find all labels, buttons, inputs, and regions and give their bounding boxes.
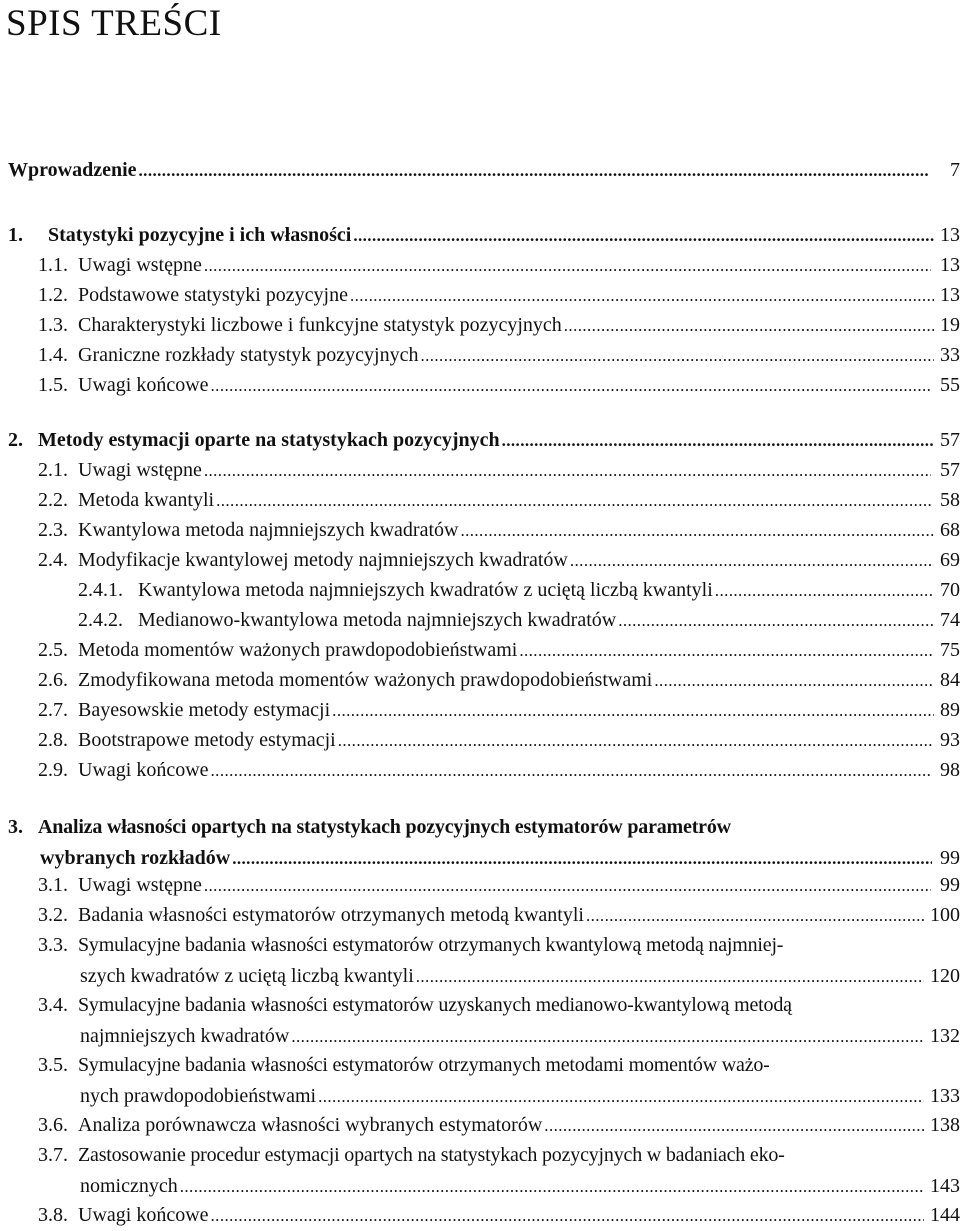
toc-entry-page: 58 <box>937 485 960 515</box>
toc-entry-number: 3.8. <box>38 1200 78 1230</box>
toc-entry-continuation <box>0 843 960 873</box>
toc-entry-number: 3.5. <box>38 1050 78 1080</box>
toc-entry-number: 1.1. <box>38 250 78 280</box>
toc-entry <box>0 280 960 310</box>
toc-entry <box>0 370 960 400</box>
toc-entry-page: 99 <box>938 843 960 873</box>
dot-leader <box>544 1111 924 1141</box>
toc-entry <box>0 635 960 665</box>
toc-entry-title: Kwantylowa metoda najmniejszych kwadratów <box>78 515 458 545</box>
toc-entry-page: 84 <box>940 665 960 695</box>
toc-entry <box>0 220 960 250</box>
toc-entry-title: Uwagi wstępne <box>78 250 202 280</box>
dot-leader <box>586 901 924 931</box>
toc-entry-number: 2.4.1. <box>78 575 138 605</box>
dot-leader <box>350 281 934 311</box>
toc-entry-number: 2.6. <box>38 665 78 695</box>
toc-entry-number: 3.2. <box>38 900 78 930</box>
dot-leader <box>416 962 924 992</box>
toc-entry-title-continued: nomicznych <box>80 1171 178 1201</box>
toc-entry-page: 143 <box>930 1171 960 1201</box>
toc-entry-page: 13 <box>940 220 960 250</box>
toc-entry <box>0 930 960 960</box>
toc-entry-page: 99 <box>937 870 960 900</box>
toc-entry-title: Analiza własności opartych na statystykach pozycyjnych estymatorów parametrów <box>38 812 731 842</box>
toc-entry-page: 33 <box>940 340 960 370</box>
toc-entry <box>0 250 960 280</box>
toc-entry <box>0 155 960 185</box>
toc-entry-page: 68 <box>940 515 960 545</box>
toc-entry-page: 74 <box>940 605 960 635</box>
toc-entry <box>0 990 960 1020</box>
toc-entry-page: 98 <box>937 755 960 785</box>
toc-entry-title: Uwagi wstępne <box>78 870 202 900</box>
toc-entry-number: 2.4. <box>38 545 78 575</box>
dot-leader <box>332 696 934 726</box>
dot-leader <box>139 156 929 186</box>
toc-entry-page: 19 <box>940 310 960 340</box>
toc-entry-title: Bootstrapowe metody estymacji <box>78 725 336 755</box>
toc-entry-number: 2.9. <box>38 755 78 785</box>
toc-entry <box>0 900 960 930</box>
toc-entry-number: 3.7. <box>38 1140 78 1170</box>
toc-entry-page: 89 <box>940 695 960 725</box>
dot-leader <box>318 1082 924 1112</box>
toc-entry-page: 69 <box>940 545 960 575</box>
toc-entry-number: 2.7. <box>38 695 78 725</box>
toc-entry-number: 1.2. <box>38 280 78 310</box>
toc-entry-title: Wprowadzenie <box>8 155 137 185</box>
toc-entry-title: Modyfikacje kwantylowej metody najmniejszych kwadratów <box>78 545 568 575</box>
dot-leader <box>654 666 934 696</box>
toc-entry-continuation <box>0 1171 960 1201</box>
toc-entry-title: Medianowo-kwantylowa metoda najmniejszych kwadratów <box>138 605 616 635</box>
toc-entry-continuation <box>0 1081 960 1111</box>
toc-entry-page: 55 <box>937 370 960 400</box>
toc-entry-page: 75 <box>940 635 960 665</box>
toc-entry-title-continued: najmniejszych kwadratów <box>80 1021 289 1051</box>
toc-entry-number: 1.4. <box>38 340 78 370</box>
toc-entry <box>0 725 960 755</box>
toc-entry <box>0 455 960 485</box>
toc-entry-number: 2. <box>8 425 38 455</box>
toc-entry-number: 3. <box>8 812 38 842</box>
toc-entry-page: 133 <box>930 1081 960 1111</box>
toc-entry-number: 1. <box>8 220 48 250</box>
toc-entry <box>0 1200 960 1230</box>
toc-entry-continuation <box>0 1021 960 1051</box>
dot-leader <box>204 871 931 901</box>
toc-entry-number: 3.1. <box>38 870 78 900</box>
toc-entry <box>0 515 960 545</box>
toc-entry <box>0 1110 960 1140</box>
toc-entry-title: Metoda momentów ważonych prawdopodobieństwami <box>78 635 517 665</box>
toc-entry-continuation <box>0 961 960 991</box>
toc-entry-title: Uwagi końcowe <box>78 755 209 785</box>
toc-entry-page: 13 <box>940 280 960 310</box>
toc-entry-title-continued: szych kwadratów z uciętą liczbą kwantyli <box>80 961 414 991</box>
toc-entry-title: Uwagi wstępne <box>78 455 202 485</box>
toc-entry-page: 13 <box>937 250 960 280</box>
dot-leader <box>502 426 934 456</box>
toc-entry-page: 144 <box>930 1200 960 1230</box>
toc-entry <box>0 812 960 842</box>
toc-entry <box>0 485 960 515</box>
toc-entry <box>0 1140 960 1170</box>
toc-entry <box>0 340 960 370</box>
toc-entry-title: Badania własności estymatorów otrzymanych metodą kwantyli <box>78 900 584 930</box>
dot-leader <box>353 221 934 251</box>
toc-entry-title: Graniczne rozkłady statystyk pozycyjnych <box>78 340 418 370</box>
toc-entry <box>0 545 960 575</box>
toc-entry <box>0 575 960 605</box>
toc-entry <box>0 755 960 785</box>
dot-leader <box>420 341 934 371</box>
toc-entry-title: Symulacyjne badania własności estymatorów otrzymanych kwantylową metodą najmniej- <box>78 930 783 960</box>
dot-leader <box>204 251 931 281</box>
dot-leader <box>715 576 934 606</box>
dot-leader <box>180 1172 924 1202</box>
toc-entry <box>0 605 960 635</box>
toc-entry-page: 138 <box>930 1110 960 1140</box>
toc-entry-page: 57 <box>937 455 960 485</box>
toc-entry-number: 2.3. <box>38 515 78 545</box>
dot-leader <box>570 546 934 576</box>
toc-entry-title: Podstawowe statystyki pozycyjne <box>78 280 348 310</box>
toc-entry-title: Zastosowanie procedur estymacji opartych na statystykach pozycyjnych w badaniach eko- <box>78 1140 785 1170</box>
toc-entry-page: 7 <box>935 155 960 185</box>
toc-entry-number: 2.1. <box>38 455 78 485</box>
toc-entry-title: Kwantylowa metoda najmniejszych kwadratów z uciętą liczbą kwantyli <box>138 575 713 605</box>
toc-entry <box>0 425 960 455</box>
toc-entry <box>0 310 960 340</box>
dot-leader <box>338 726 934 756</box>
toc-entry-number: 2.8. <box>38 725 78 755</box>
dot-leader <box>519 636 934 666</box>
toc-entry-number: 2.5. <box>38 635 78 665</box>
dot-leader <box>211 756 931 786</box>
toc-entry-page: 93 <box>940 725 960 755</box>
dot-leader <box>204 456 931 486</box>
dot-leader <box>618 606 934 636</box>
toc-entry-number: 3.3. <box>38 930 78 960</box>
page-title: SPIS TREŚCI <box>6 2 222 45</box>
toc-entry-number: 2.4.2. <box>78 605 138 635</box>
toc-entry-title: Metoda kwantyli <box>78 485 214 515</box>
toc-entry-title: Uwagi końcowe <box>78 370 209 400</box>
toc-entry-number: 3.4. <box>38 990 78 1020</box>
toc-entry-title: Bayesowskie metody estymacji <box>78 695 330 725</box>
toc-entry-title-continued: nych prawdopodobieństwami <box>80 1081 316 1111</box>
toc-entry-title: Uwagi końcowe <box>78 1200 209 1230</box>
dot-leader <box>211 371 931 401</box>
toc-entry-number: 2.2. <box>38 485 78 515</box>
dot-leader <box>216 486 931 516</box>
toc-entry-number: 3.6. <box>38 1110 78 1140</box>
toc-entry-page: 70 <box>940 575 960 605</box>
toc-entry-title: Symulacyjne badania własności estymatorów uzyskanych medianowo-kwantylową metodą <box>78 990 792 1020</box>
toc-entry <box>0 1050 960 1080</box>
toc-entry-number: 1.5. <box>38 370 78 400</box>
toc-entry <box>0 665 960 695</box>
toc-entry-number: 1.3. <box>38 310 78 340</box>
toc-entry-title-continued: wybranych rozkładów <box>40 843 230 873</box>
toc-entry-title: Analiza porównawcza własności wybranych estymatorów <box>78 1110 542 1140</box>
dot-leader <box>564 311 934 341</box>
dot-leader <box>460 516 934 546</box>
toc-entry-page: 120 <box>930 961 960 991</box>
toc-entry-title: Symulacyjne badania własności estymatorów otrzymanych metodami momentów ważo- <box>78 1050 770 1080</box>
toc-entry-page: 100 <box>930 900 960 930</box>
toc-entry <box>0 695 960 725</box>
dot-leader <box>291 1022 924 1052</box>
toc-entry-page: 132 <box>930 1021 960 1051</box>
toc-entry-title: Charakterystyki liczbowe i funkcyjne statystyk pozycyjnych <box>78 310 562 340</box>
toc-entry-title: Metody estymacji oparte na statystykach pozycyjnych <box>38 425 500 455</box>
toc-entry-title: Statystyki pozycyjne i ich własności <box>48 220 351 250</box>
toc-entry-page: 57 <box>940 425 960 455</box>
toc-entry <box>0 870 960 900</box>
toc-entry-title: Zmodyfikowana metoda momentów ważonych prawdopodobieństwami <box>78 665 652 695</box>
